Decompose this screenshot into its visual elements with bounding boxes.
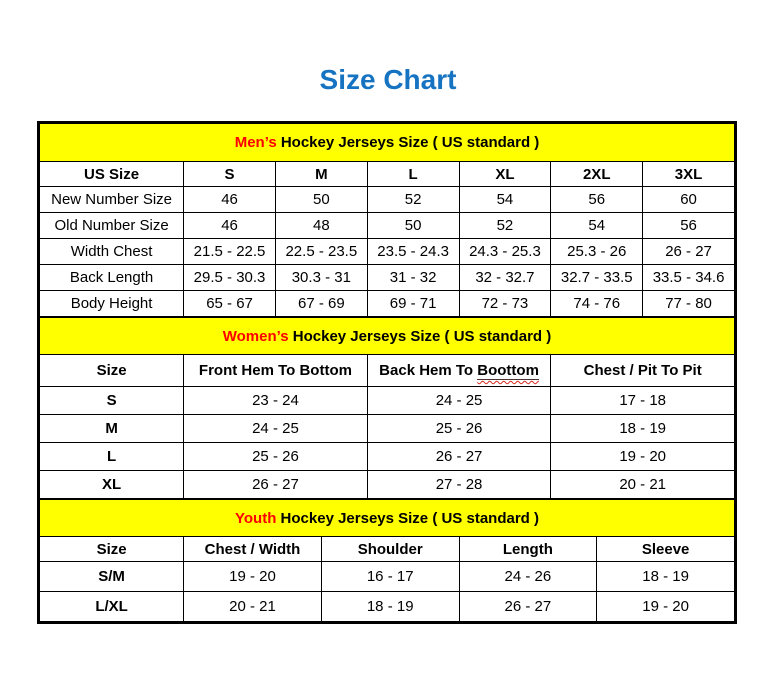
row-label-cell: L/XL — [40, 592, 184, 622]
size-value-cell: 20 - 21 — [184, 592, 322, 622]
column-header — [321, 537, 459, 562]
table-row — [40, 187, 735, 213]
size-value-cell: 27 - 28 — [367, 471, 551, 499]
size-value-cell: 26 - 27 — [643, 239, 735, 265]
table-row — [40, 592, 735, 622]
size-value-cell: 48 — [275, 213, 367, 239]
size-value-cell: 26 - 27 — [459, 592, 597, 622]
column-header-label: M — [315, 165, 328, 183]
column-header-label: XL — [495, 165, 515, 183]
section-heading-row-mens — [40, 124, 735, 162]
size-value-cell: 23.5 - 24.3 — [367, 239, 459, 265]
section-heading-youth — [40, 500, 735, 537]
size-value-cell: 50 — [367, 213, 459, 239]
size-value-cell: 24 - 25 — [367, 387, 551, 415]
row-label-cell: XL — [40, 471, 184, 499]
size-value-cell: 56 — [551, 187, 643, 213]
table-row — [40, 562, 735, 592]
table-row — [40, 415, 735, 443]
column-header — [367, 355, 551, 387]
page-title: Size Chart — [319, 64, 457, 95]
size-value-cell: 67 - 69 — [275, 291, 367, 317]
size-value-cell: 74 - 76 — [551, 291, 643, 317]
column-header-label: 2XL — [582, 165, 611, 183]
size-value-cell: 72 - 73 — [459, 291, 551, 317]
size-value-cell: 30.3 - 31 — [275, 265, 367, 291]
size-value-cell: 24 - 26 — [459, 562, 597, 592]
size-value-cell: 19 - 20 — [551, 443, 735, 471]
size-value-cell: 65 - 67 — [184, 291, 276, 317]
size-value-cell: 23 - 24 — [184, 387, 368, 415]
table-row — [40, 471, 735, 499]
size-value-cell: 22.5 - 23.5 — [275, 239, 367, 265]
size-value-cell: 18 - 19 — [321, 592, 459, 622]
section-heading-text: Hockey Jerseys Size ( US standard ) — [288, 327, 552, 345]
size-value-cell: 46 — [184, 213, 276, 239]
column-header — [184, 537, 322, 562]
column-header-row-mens — [40, 162, 735, 187]
column-header — [551, 162, 643, 187]
table-row — [40, 213, 735, 239]
column-header-label: Chest / Width — [204, 540, 301, 558]
column-header-label: 3XL — [674, 165, 703, 183]
size-value-cell: 18 - 19 — [551, 415, 735, 443]
size-value-cell: 52 — [367, 187, 459, 213]
size-value-cell: 54 — [459, 187, 551, 213]
section-heading-highlight: Women’s — [222, 327, 289, 345]
table-row — [40, 265, 735, 291]
row-label-cell: Back Length — [40, 265, 184, 291]
column-header-row-womens — [40, 355, 735, 387]
size-value-cell: 26 - 27 — [367, 443, 551, 471]
section-heading-mens — [40, 124, 735, 162]
column-header — [184, 162, 276, 187]
section-heading-row-youth — [40, 500, 735, 537]
column-header — [551, 355, 735, 387]
row-label-cell: Body Height — [40, 291, 184, 317]
column-header-label: US Size — [84, 165, 140, 183]
row-label-cell: Width Chest — [40, 239, 184, 265]
section-heading-womens — [40, 318, 735, 355]
column-header-label: Length — [502, 540, 553, 558]
row-label-cell: S/M — [40, 562, 184, 592]
row-label-cell: M — [40, 415, 184, 443]
section-heading-highlight: Men’s — [234, 134, 277, 151]
size-value-cell: 60 — [643, 187, 735, 213]
column-header — [459, 162, 551, 187]
size-value-cell: 54 — [551, 213, 643, 239]
size-value-cell: 52 — [459, 213, 551, 239]
column-header — [40, 162, 184, 187]
size-value-cell: 19 - 20 — [597, 592, 735, 622]
column-header — [275, 162, 367, 187]
column-header-label: Shoulder — [357, 540, 423, 558]
size-table-womens — [39, 317, 735, 499]
size-value-cell: 32.7 - 33.5 — [551, 265, 643, 291]
size-table-mens — [39, 123, 735, 317]
size-value-cell: 29.5 - 30.3 — [184, 265, 276, 291]
column-header-label: Sleeve — [641, 540, 690, 558]
column-header — [184, 355, 368, 387]
row-label-cell: Old Number Size — [40, 213, 184, 239]
column-header-row-youth — [40, 537, 735, 562]
size-value-cell: 26 - 27 — [184, 471, 368, 499]
size-table-youth — [39, 499, 735, 622]
column-header-label: Chest / Pit To Pit — [583, 362, 702, 379]
column-header — [40, 537, 184, 562]
column-header-misspelled-word: Boottom — [477, 362, 539, 379]
size-value-cell: 21.5 - 22.5 — [184, 239, 276, 265]
size-value-cell: 77 - 80 — [643, 291, 735, 317]
row-label-cell: S — [40, 387, 184, 415]
size-value-cell: 24 - 25 — [184, 415, 368, 443]
column-header-label: Size — [96, 362, 127, 379]
size-value-cell: 50 — [275, 187, 367, 213]
size-value-cell: 20 - 21 — [551, 471, 735, 499]
table-row — [40, 387, 735, 415]
size-value-cell: 19 - 20 — [184, 562, 322, 592]
section-heading-row-womens — [40, 318, 735, 355]
row-label-cell: New Number Size — [40, 187, 184, 213]
size-value-cell: 46 — [184, 187, 276, 213]
size-value-cell: 25.3 - 26 — [551, 239, 643, 265]
section-heading-text: Hockey Jerseys Size ( US standard ) — [276, 134, 540, 151]
size-value-cell: 33.5 - 34.6 — [643, 265, 735, 291]
size-value-cell: 56 — [643, 213, 735, 239]
size-value-cell: 25 - 26 — [184, 443, 368, 471]
size-value-cell: 16 - 17 — [321, 562, 459, 592]
section-heading-highlight: Youth — [235, 509, 277, 527]
column-header-label: L — [408, 165, 418, 183]
size-value-cell: 25 - 26 — [367, 415, 551, 443]
section-heading-text: Hockey Jerseys Size ( US standard ) — [276, 509, 539, 527]
column-header — [643, 162, 735, 187]
row-label-cell: L — [40, 443, 184, 471]
column-header-label: Front Hem To Bottom — [198, 362, 352, 379]
size-value-cell: 17 - 18 — [551, 387, 735, 415]
column-header — [459, 537, 597, 562]
table-row — [40, 239, 735, 265]
column-header — [367, 162, 459, 187]
size-value-cell: 31 - 32 — [367, 265, 459, 291]
size-chart-tables — [37, 121, 737, 624]
size-value-cell: 69 - 71 — [367, 291, 459, 317]
column-header-label: Size — [96, 540, 127, 558]
column-header — [597, 537, 735, 562]
table-row — [40, 291, 735, 317]
size-value-cell: 24.3 - 25.3 — [459, 239, 551, 265]
size-value-cell: 32 - 32.7 — [459, 265, 551, 291]
size-value-cell: 18 - 19 — [597, 562, 735, 592]
column-header-label: Back Hem To — [379, 362, 478, 379]
table-row — [40, 443, 735, 471]
column-header-label: S — [224, 165, 235, 183]
column-header — [40, 355, 184, 387]
